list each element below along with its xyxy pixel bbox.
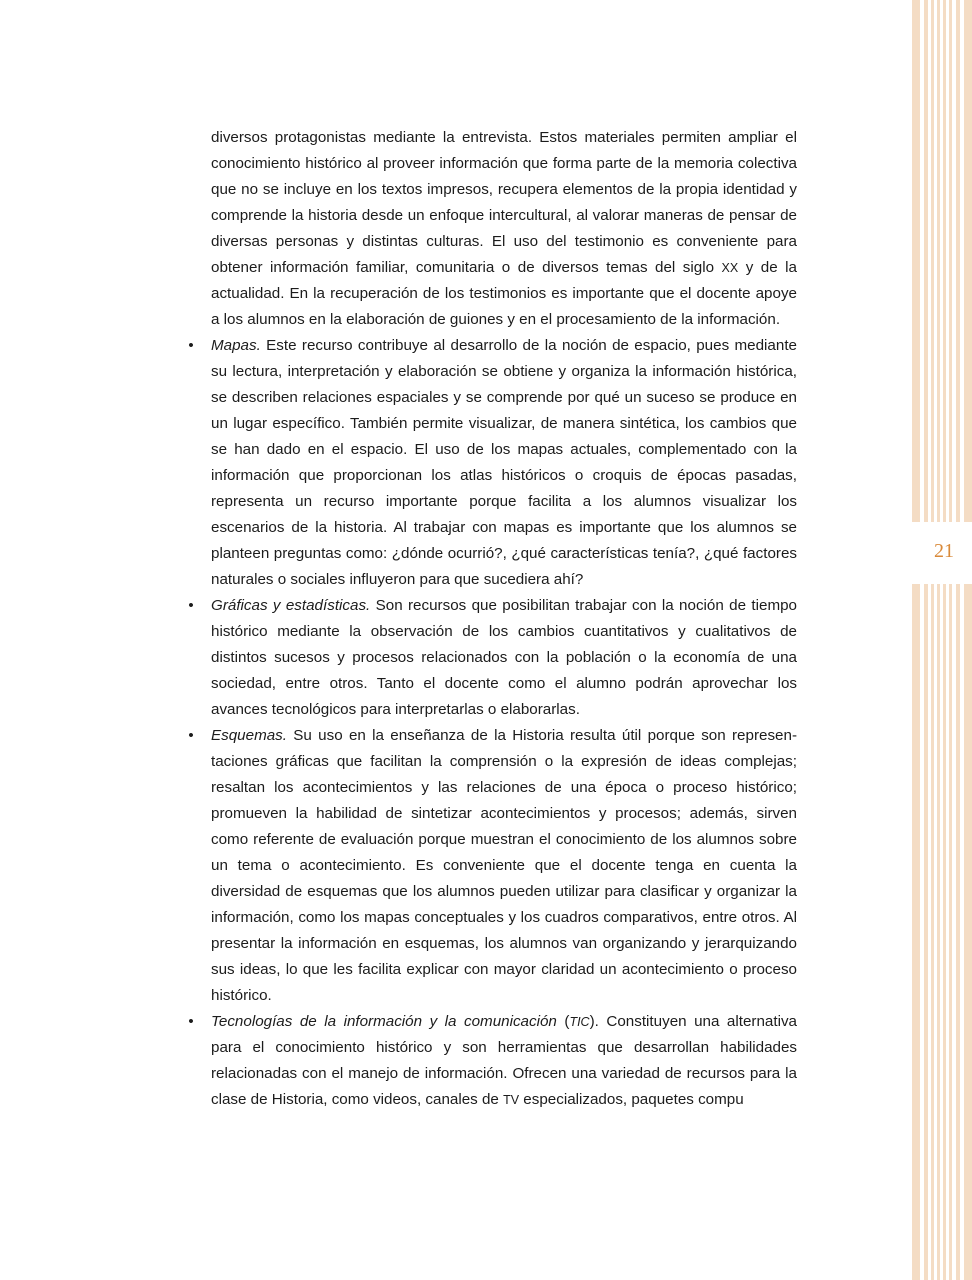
list-item-esquemas: • Esquemas. Su uso en la enseñanza de la Historia resulta útil porque son representaciones gráficas que facilitan la comprensión o la expresión de ideas complejas; resaltan los acontecimientos y las relaciones de una época o proceso histórico; promueven la habilidad de sintetizar acontecimientos y procesos; además, sirven como referente de evaluación porque muestran el conocimiento de los alumnos sobre un tema o acontecimiento. Es conveniente que el docente tenga en cuenta la diversidad de esquemas que los alumnos pueden utilizar para clasificar y organizar la información, como los mapas conceptuales y los cuadros comparativos, entre otros. Al presentar la información en esquemas, los alumnos van organizando y jerarquizando sus ideas, lo que les facilita explicar con mayor claridad un acontecimiento o proceso histórico. bbox=[211, 723, 797, 1009]
item-term: Mapas. bbox=[211, 337, 261, 354]
item-term: Gráficas y estadísticas. bbox=[211, 597, 371, 614]
intro-paragraph: diversos protagonistas mediante la entrevista. Estos materiales permiten ampliar el conocimiento histórico al proveer información que forma parte de la memoria colectiva que no se incluye en los textos impresos, recupera elementos de la propia identidad y comprende la historia desde un enfoque intercultural, al valorar maneras de pensar de diversas personas y distintas culturas. El uso del testimonio es conveniente para obtener información familiar, comunitaria o de diversos temas del siglo XX y de la actualidad. En la recuperación de los testimonios es importante que el docente apoye a los alumnos en la elaboración de guiones y en el procesamiento de la información. bbox=[211, 129, 798, 328]
item-term: Esquemas. bbox=[211, 727, 287, 744]
page-number: 21 bbox=[934, 540, 954, 562]
bullet-icon: • bbox=[188, 1013, 194, 1030]
decorative-side-stripes bbox=[912, 0, 972, 1280]
item-term: Tecnologías de la información y la comunicación bbox=[211, 1013, 557, 1030]
body-text bbox=[188, 125, 798, 1113]
list-item-tic: • Tecnologías de la información y la comunicación (TIC). Constituyen una alternativa para el conocimiento histórico y son herramientas que desarrollan habilidades relacionadas con el manejo de información. Ofrecen una variedad de recursos para la clase de Historia, como videos, canales de TV especializados, paquetes compu bbox=[211, 1009, 797, 1113]
bullet-icon: • bbox=[188, 727, 194, 744]
abbreviation: TIC bbox=[569, 1015, 590, 1029]
bullet-icon: • bbox=[188, 597, 194, 614]
bullet-icon: • bbox=[188, 337, 194, 354]
list-item-graficas: • Gráficas y estadísticas. Son recursos que posibilitan trabajar con la noción de tiempo histórico mediante la observación de los cambios cuantitativos y cualitativos de distintos sucesos y procesos relacionados con la población o la economía de una sociedad, entre otros. Tanto el docente como el alumno podrán aprovechar los avances tecnológicos para interpretarlas o elaborarlas. bbox=[211, 593, 797, 723]
list-item-mapas: • Mapas. Este recurso contribuye al desarrollo de la noción de espacio, pues mediante su lectura, interpretación y elaboración se obtiene y organiza la información histórica, se describen relaciones espaciales y se comprende por qué un suceso se produce en un lugar específico. También permite visualizar, de manera sintética, los cambios que se han dado en el espacio. El uso de los mapas actuales, complementado con la información que proporcionan los atlas históricos o croquis de épocas pasadas, representa un recurso importante porque facilita a los alumnos visualizar los escenarios de la historia. Al trabajar con mapas es importante que los alumnos se planteen preguntas como: ¿dónde ocurrió?, ¿qué características tenía?, ¿qué factores naturales o sociales influyeron para que sucediera ahí? bbox=[211, 333, 797, 593]
